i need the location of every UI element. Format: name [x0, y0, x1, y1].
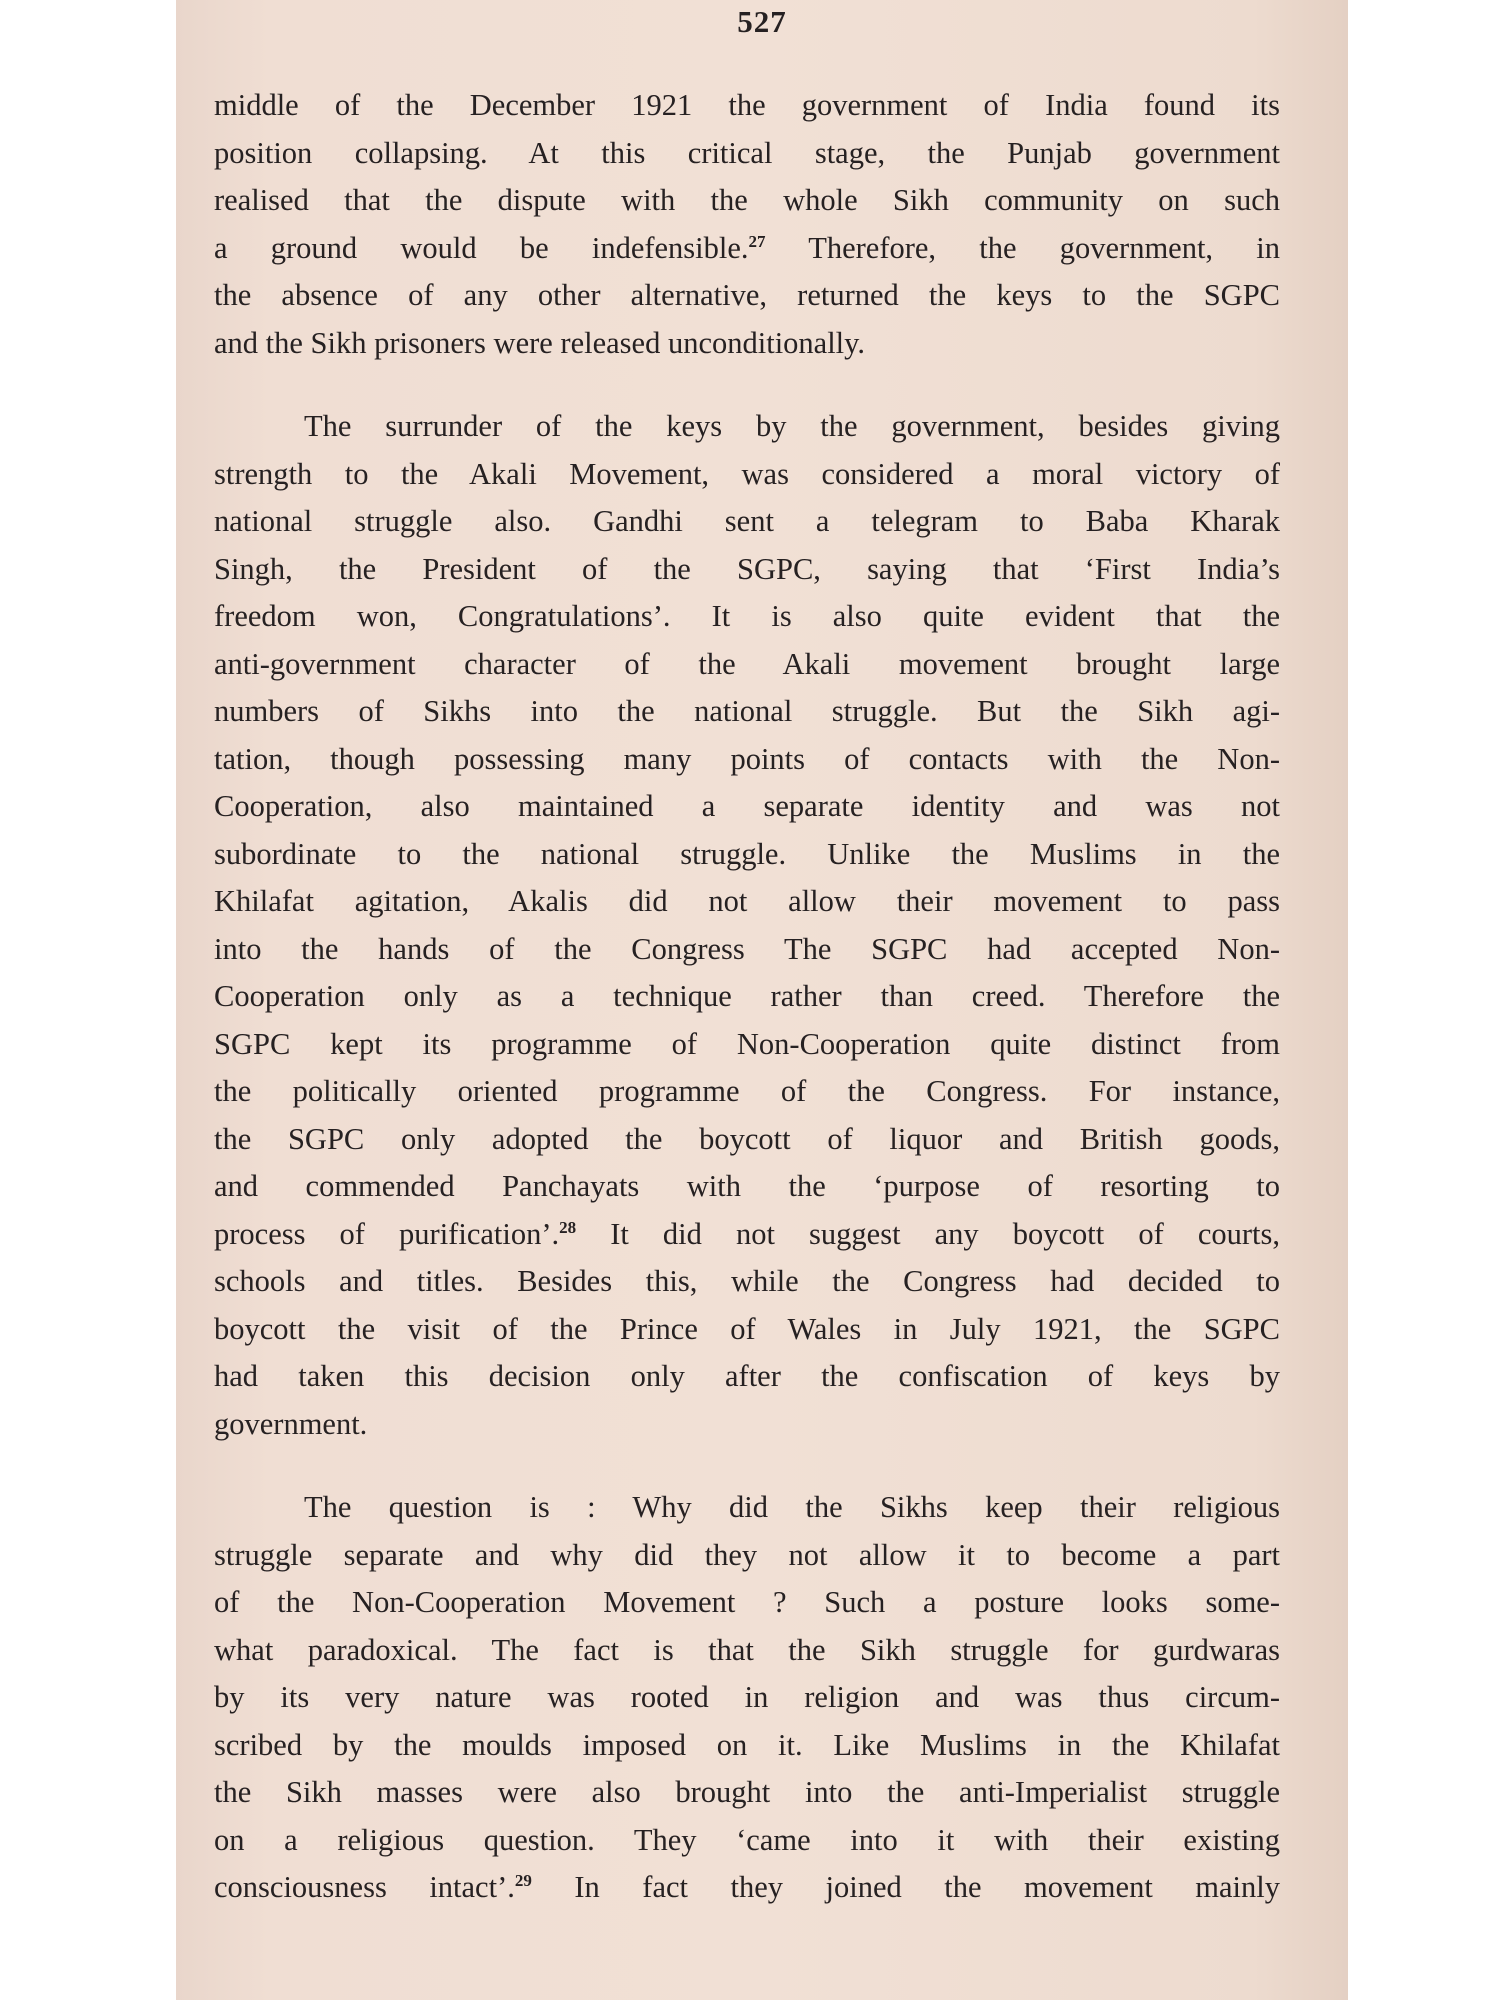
text-line: consciousness intact’.$^{29}$ In fact they joined the movement mainly — [214, 1870, 1280, 1904]
text-line: schools and titles. Besides this, while the Congress had decided to — [214, 1264, 1280, 1298]
text-line: what paradoxical. The fact is that the Sikh struggle for gurdwaras — [214, 1632, 1280, 1667]
text-line: strength to the Akali Movement, was considered a moral victory of — [214, 456, 1280, 491]
paragraph-1 — [214, 82, 1280, 367]
text-line: the Sikh masses were also brought into the anti-Imperialist struggle — [214, 1775, 1280, 1809]
page-number: 527 — [737, 4, 787, 39]
text-line: tation, though possessing many points of contacts with the Non- — [214, 741, 1280, 776]
text-line: anti-government character of the Akali movement brought large — [214, 646, 1280, 681]
footnote-ref-28: 28 — [559, 1217, 577, 1237]
text-line: realised that the dispute with the whole Sikh community on such — [214, 183, 1280, 217]
footnote-ref-27: 27 — [748, 231, 766, 251]
text-line: the absence of any other alternative, returned the keys to the SGPC — [214, 278, 1280, 312]
text-line: the politically oriented programme of the Congress. For instance, — [214, 1074, 1280, 1108]
text-line: Cooperation only as a technique rather than creed. Therefore the — [214, 979, 1280, 1013]
text-line: struggle separate and why did they not allow it to become a part — [214, 1537, 1280, 1572]
text-line: national struggle also. Gandhi sent a telegram to Baba Kharak — [214, 504, 1280, 538]
text-line: middle of the December 1921 the government of India found its — [214, 88, 1280, 122]
text-line: The surrunder of the keys by the government, besides giving — [304, 409, 1280, 443]
text-line: on a religious question. They ‘came into it with their existing — [214, 1822, 1280, 1857]
text-line: subordinate to the national struggle. Unlike the Muslims in the — [214, 836, 1280, 871]
text-line: into the hands of the Congress The SGPC had accepted Non- — [214, 931, 1280, 966]
text-line: Singh, the President of the SGPC, saying that ‘First India’s — [214, 551, 1280, 586]
text-line: and commended Panchayats with the ‘purpose of resorting to — [214, 1169, 1280, 1203]
text-line: had taken this decision only after the confiscation of keys by — [214, 1359, 1280, 1393]
text-line: Khilafat agitation, Akalis did not allow their movement to pass — [214, 884, 1280, 918]
book-page — [176, 0, 1348, 2000]
text-line: freedom won, Congratulations’. It is also quite evident that the — [214, 599, 1280, 633]
footnote-ref-29: 29 — [514, 1870, 532, 1890]
text-line: position collapsing. At this critical stage, the Punjab government — [214, 135, 1280, 170]
text-line: Cooperation, also maintained a separate identity and was not — [214, 789, 1280, 823]
paragraph-2 — [214, 403, 1280, 1448]
body-text — [214, 82, 1280, 1912]
text-line: the SGPC only adopted the boycott of liquor and British goods, — [214, 1121, 1280, 1156]
text-line: boycott the visit of the Prince of Wales in July 1921, the SGPC — [214, 1311, 1280, 1346]
text-line: process of purification’.$^{28}$ It did not suggest any boycott of courts, — [214, 1216, 1280, 1251]
text-line: scribed by the moulds imposed on it. Like Muslims in the Khilafat — [214, 1727, 1280, 1762]
text-line: a ground would be indefensible.$^{27}$ Therefore, the government, in — [214, 230, 1280, 265]
text-line: of the Non-Cooperation Movement ? Such a posture looks some- — [214, 1585, 1280, 1619]
text-line: by its very nature was rooted in religion and was thus circum- — [214, 1680, 1280, 1714]
text-line: The question is : Why did the Sikhs keep their religious — [304, 1490, 1280, 1524]
text-line: numbers of Sikhs into the national struggle. But the Sikh agi- — [214, 694, 1280, 728]
text-line: and the Sikh prisoners were released unconditionally. — [214, 325, 866, 360]
text-line: SGPC kept its programme of Non-Cooperation quite distinct from — [214, 1026, 1280, 1061]
paragraph-3 — [214, 1484, 1280, 1912]
text-line: government. — [214, 1406, 368, 1441]
